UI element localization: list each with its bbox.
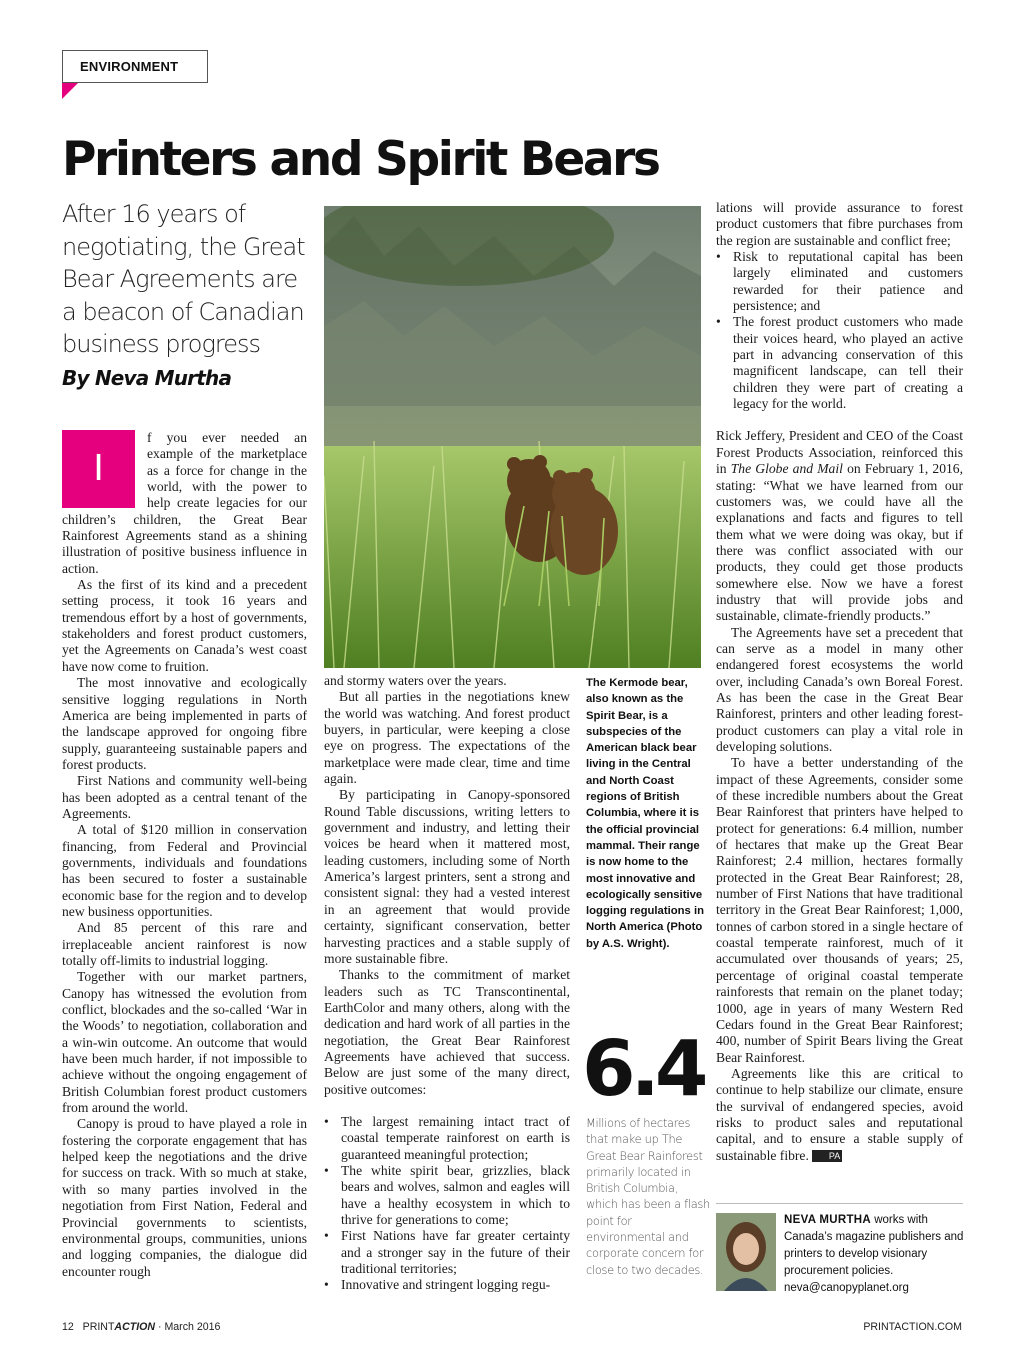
paragraph: A total of $120 million in conservation financing, from Federal and Provincial governments, individuals and foundations has been secured to foster a sustainable economic base for the region and to develop new business opportunities. — [62, 822, 307, 919]
paragraph: To have a better understanding of the impact of these Agreements, consider some of these incredible numbers about the Great Bear Rainforest that printers have helped to protect for generations: 6.4 million, number of hectares that make up the Great Bear Rainforest; 2.4 million, hectares formally protected in the Great Bear Rainforest; 28, number of First Nations that have traditional territory in the Great Bear Rainforest; 1,000, tonnes of carbon stored in a single hectare of coastal temperate rainforest, much of it accumulated over thousands of years; 25, percentage of original coastal temperate rainforests that remain on the planet today; 1000, age in years of many Western Red Cedars found in the Great Bear Rainforest; 400, number of Spirit Bears living the Great Bear Rainforest. — [716, 755, 963, 1065]
paragraph: Thanks to the commitment of market leaders such as TC Transcontinental, EarthColor and many others, along with the dedication and hard work of all parties in the negotiation, the Great Bear Rainforest Agreements have achieved that success. Below are just some of the many direct, positive outcomes: — [324, 967, 570, 1097]
section-tag: ENVIRONMENT — [62, 50, 208, 83]
list-item: • The largest remaining intact tract of coastal temperate rainforest on earth is guaranteed meaningful protection; — [324, 1114, 570, 1163]
paragraph: But all parties in the negotiations knew the world was watching. And forest product buyers, in particular, were keeping a close eye on progress. The expectations of the marketplace were made clear, time and time again. — [324, 689, 570, 787]
bears-photo-illustration — [324, 206, 701, 668]
author-description: works with Canada’s magazine publishers and printers to develop visionary procurement policies. — [784, 1214, 964, 1277]
pub-name-part: PRINT — [82, 1321, 115, 1333]
body-column-2 — [324, 673, 570, 1294]
paragraph: and stormy waters over the years. — [324, 673, 507, 688]
pub-name-part: ACTION — [114, 1321, 156, 1333]
paragraph: The Agreements have set a precedent that can serve as a model in many other endangered forest ecosystems the world over, including Canada’s own Boreal Forest. As has been the case in the Great Bear Rainforest, printers and other leading forest-product customers can play a vital role in developing solutions. — [716, 624, 963, 754]
body-column-3 — [716, 200, 963, 1164]
paragraph: f you ever needed an example of the marketplace as a force for change in the world, with the power to help create legacies for our children’s children, the Great Bear Rainforest Agreements stand as a shining illustration of positive business influence in action. — [62, 430, 307, 576]
page-number: 12 — [62, 1321, 74, 1333]
dropcap: I — [62, 430, 135, 508]
issue-date: · March 2016 — [155, 1321, 221, 1333]
paragraph: First Nations and community well-being has been adopted as a central tenant of the Agreements. — [62, 773, 307, 821]
author-email[interactable]: neva@canopyplanet.org — [784, 1282, 909, 1294]
list-item: • Risk to reputational capital has been largely eliminated and customers rewarded for their patience and persistence; and — [716, 249, 963, 314]
author-portrait — [716, 1213, 776, 1291]
stat-number: 6.4 — [582, 1025, 704, 1114]
deck: After 16 years of negotiating, the Great Bear Agreements are a beacon of Canadian business progress — [62, 200, 305, 359]
text-run: Agreements like this are critical to continue to help stabilize our climate, ensure the survival of endangered species, avoid risks to product sales and reputational capital, and to ensure a stable supply of sustainable fibre. — [716, 1065, 963, 1163]
paragraph: Canopy is proud to have played a role in fostering the corporate engagement that has helped keep the negotiations and the drive for success on track. With so much at stake, with so many parties involved in the negotiation from First Nation, Federal and Provincial governments to scientists, environmental groups, communities, unions and logging companies, the dialogue did encounter rough — [62, 1116, 307, 1279]
paragraph: By participating in Canopy-sponsored Round Table discussions, writing letters to government and industry, and letting their voices be heard when it mattered most, leading customers, including some of North America’s largest printers, sent a strong and consistent signal: they had a vested interest in an agreement that would provide certainty, significant conservation, better harvesting practices and a stable supply of more sustainable fibre. — [324, 787, 570, 966]
outcomes-list — [324, 1114, 570, 1294]
list-item: • The forest product customers who made their voices heard, who played an active part in advancing conservation of this magnificent landscape, can tell their children they were part of creating a legacy for the world. — [716, 314, 963, 412]
paragraph: And 85 percent of this rare and irreplaceable ancient rainforest is now totally off-limits to industrial logging. — [62, 920, 307, 968]
headline: Printers and Spirit Bears — [62, 132, 659, 187]
end-mark-icon: PA — [812, 1150, 842, 1162]
paragraph — [716, 428, 963, 624]
publication-title: The Globe and Mail — [730, 461, 843, 477]
paragraph: The most innovative and ecologically sensitive logging regulations in North America are being implemented in parts of the landscape approved for ongoing fibre supply, guaranteeing sustainable papers and forest products. — [62, 675, 307, 772]
photo-caption: The Kermode bear, also known as the Spirit Bear, is a subspecies of the American black bear living in the Central and North Coast regions of British Columbia, where it is the official provincial mammal. Their range is now home to the most innovative and ecologically sensitive logging regulations in North America (Photo by A.S. Wright). — [586, 677, 704, 950]
byline: By Neva Murtha — [62, 366, 232, 390]
publication-name — [83, 1321, 155, 1333]
bears-photo — [324, 206, 701, 668]
paragraph: As the first of its kind and a precedent setting process, it took 16 years and tremendous effort by a host of governments, stakeholders and forest product customers, yet the Agreements on Canada’s west coast have now come to fruition. — [62, 577, 307, 674]
author-photo — [716, 1213, 776, 1291]
list-item: • Innovative and stringent logging regu- — [324, 1277, 570, 1293]
list-item: • First Nations have far greater certainty and a stronger say in the future of their traditional territories; — [324, 1228, 570, 1277]
footer-folio — [62, 1321, 220, 1333]
author-name: NEVA MURTHA — [784, 1214, 871, 1226]
paragraph — [716, 1066, 963, 1164]
outcomes-list-continued — [716, 249, 963, 412]
text-run: on February 1, 2016, stating: “What we have learned from our customers was, we could have all the explanations and facts and figures to tell them what we were doing was okay, but if there was conflict associated with our products, they could get those products somewhere else. Now we have a forest industry that will provide jobs and sustainable, climate-friendly products.” — [716, 461, 963, 624]
author-bio — [784, 1212, 964, 1297]
section-tag-corner — [62, 83, 78, 99]
body-column-1 — [62, 430, 307, 1280]
stat-note: Millions of hectares that make up The Great Bear Rainforest primarily located in British Columbia, which has been a flash point for environmental and corporate concern for close to two decades. — [586, 1116, 710, 1277]
paragraph: lations will provide assurance to forest product customers that fibre purchases from the region are sustainable and conflict free; — [716, 200, 963, 248]
author-divider — [716, 1203, 963, 1204]
text-run: Rick Jeffery, President and CEO of the Coast Forest Products Association, reinforced this in — [716, 428, 963, 477]
list-item: • The white spirit bear, grizzlies, black bears and wolves, salmon and eagles will have a healthy ecosystem in which to thrive for generations to come; — [324, 1163, 570, 1228]
paragraph: Together with our market partners, Canopy has witnessed the evolution from conflict, blockades and the so-called ‘War in the Woods’ to negotiation, collaboration and a win-win outcome. An outcome that would have been much harder, if not impossible to achieve without the ongoing engagement of British Columbian forest product customers from around the world. — [62, 969, 307, 1116]
footer-site[interactable]: PRINTACTION.COM — [863, 1321, 962, 1333]
